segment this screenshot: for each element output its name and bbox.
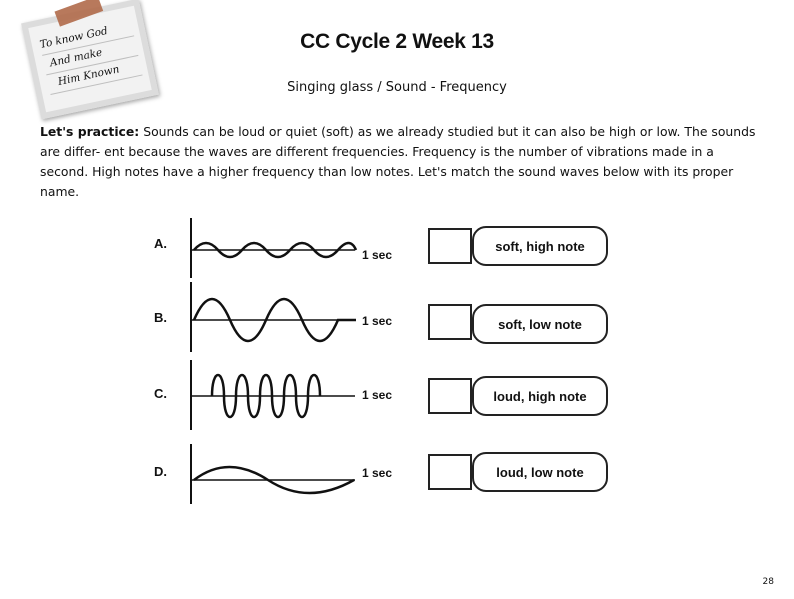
wave-matching-figure (140, 212, 640, 522)
answer-box-b[interactable] (428, 304, 472, 340)
answer-option-4: loud, low note (472, 452, 608, 492)
wave-letter-d: D. (154, 464, 167, 479)
intro-text: Sounds can be loud or quiet (soft) as we already studied but it can also be high or low. The sounds are differ- ent because the waves are different frequencies. Frequency is the number of vibrations made in a second. High notes have a higher frequency than low notes. Let's match the sound waves below with its proper name. (40, 124, 756, 199)
wave-d (190, 444, 360, 504)
time-label-c: 1 sec (362, 388, 393, 402)
time-label-b: 1 sec (362, 314, 393, 328)
intro-paragraph (40, 122, 765, 202)
wave-letter-c: C. (154, 386, 167, 401)
answer-box-c[interactable] (428, 378, 472, 414)
page-number: 28 (762, 577, 774, 587)
page-title: CC Cycle 2 Week 13 (300, 30, 494, 53)
answer-option-3: loud, high note (472, 376, 608, 416)
wave-c (190, 360, 360, 430)
wave-b (190, 282, 360, 352)
note-line-3: Him Known (46, 56, 142, 95)
answer-box-a[interactable] (428, 228, 472, 264)
answer-box-d[interactable] (428, 454, 472, 490)
intro-label: Let's practice: (40, 124, 140, 139)
answer-option-2: soft, low note (472, 304, 608, 344)
note-line-1: To know God (38, 17, 134, 56)
tape (54, 0, 103, 27)
page-subtitle: Singing glass / Sound - Frequency (287, 80, 507, 95)
time-label-d: 1 sec (362, 466, 393, 480)
answer-option-1: soft, high note (472, 226, 608, 266)
time-label-a: 1 sec (362, 248, 393, 262)
wave-a (190, 218, 360, 278)
note-line-2: And make (42, 36, 138, 75)
sticky-note (21, 0, 159, 119)
wave-letter-b: B. (154, 310, 167, 325)
wave-letter-a: A. (154, 236, 167, 251)
